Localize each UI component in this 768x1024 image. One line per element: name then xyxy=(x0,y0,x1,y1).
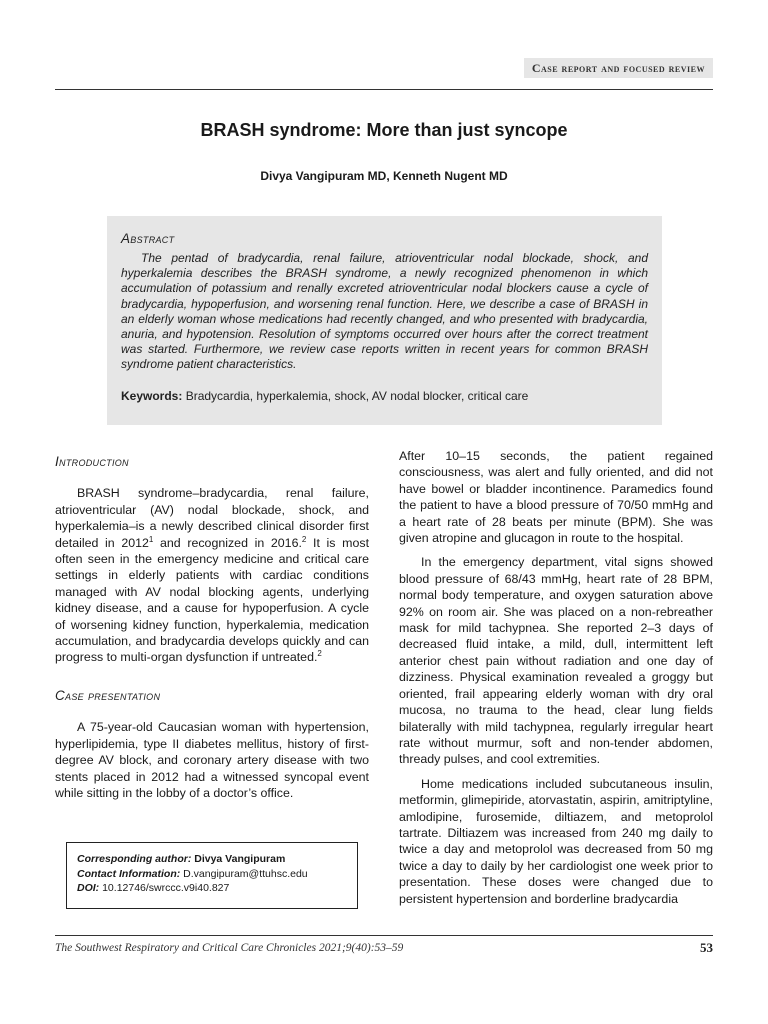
keywords xyxy=(121,389,648,403)
case-heading: Case presentation xyxy=(55,687,161,703)
abstract-heading: Abstract xyxy=(121,231,175,246)
abstract-box xyxy=(107,216,662,425)
page-number: 53 xyxy=(700,940,713,955)
footer-rule xyxy=(55,935,713,936)
section-label: Case report and focused review xyxy=(524,58,713,78)
intro-text-2: and recognized in 2016. xyxy=(153,535,302,550)
keywords-label: Keywords: xyxy=(121,388,183,403)
header-rule xyxy=(55,89,713,90)
keywords-list: Bradycardia, hyperkalemia, shock, AV nodal blocker, critical care xyxy=(185,388,529,403)
footer-journal: The Southwest Respiratory and Critical Care Chronicles 2021;9(40):53–59 xyxy=(55,942,404,954)
corr-doi-label: DOI: xyxy=(77,882,100,894)
corr-email: D.vangipuram@ttuhsc.edu xyxy=(183,867,308,880)
corr-author: Divya Vangipuram xyxy=(194,853,286,865)
citation-2: 2 xyxy=(301,534,307,544)
right-column xyxy=(399,448,713,907)
right-paragraph-2: In the emergency department, vital signs showed blood pressure of 68/43 mmHg, heart rate of 28 BPM, normal body temperature, and oxygen saturation above 92% on room air. She was placed on a non-rebreather mask for mild tachypnea. She reported 2–3 days of decreased fluid intake, a mild, dull, intermittent left anterior chest pain without radiation and one day of dizziness. Physical examination revealed a groggy but oriented, frail appearing elderly woman with dry oral mucosa, no trauma to the head, clear lung fields bilaterally with mild tachypnea, regularly irregular heart rate without murmur, soft and non-tender abdomen, thready pulses, and cool extremities. xyxy=(399,555,713,767)
left-column xyxy=(55,448,369,801)
intro-text-1: BRASH syndrome–bradycardia, renal failure, atrioventricular (AV) nodal blockade, shock, and hyperkalemia–is a newly described clinical disorder first detailed in 2012 xyxy=(55,486,369,550)
right-paragraph-1: After 10–15 seconds, the patient regained consciousness, was alert and fully oriented, and did not have bowel or bladder incontinence. Paramedics found the patient to have a blood pressure of 70/50 mmHg and a heart rate of 28 beats per minute (BPM). She was given atropine and glucagon in route to the hospital. xyxy=(399,449,713,546)
citation-3: 2 xyxy=(317,649,322,659)
corr-contact-label: Contact Information: xyxy=(77,867,181,880)
corr-doi: 10.12746/swrccc.v9i40.827 xyxy=(102,882,230,894)
correspondence-box xyxy=(66,842,358,909)
intro-text-3: It is most often seen in the emergency medicine and critical care settings in elderly patients with cardiac conditions managed with AV nodal blocking agents, underlying kidney disease, and a cause for hypoperfusion. A cycle of worsening kidney function, hyperkalemia, medication accumulation, and bradycardia develops quickly and can progress to multi-organ dysfunction if untreated. xyxy=(55,535,370,665)
article-title: BRASH syndrome: More than just syncope xyxy=(200,120,568,140)
article-authors: Divya Vangipuram MD, Kenneth Nugent MD xyxy=(260,169,508,183)
citation-1: 1 xyxy=(148,534,154,544)
right-paragraph-3: Home medications included subcutaneous insulin, metformin, glimepiride, atorvastatin, aspirin, amitriptyline, amlodipine, furosemide, diltiazem, and metoprolol tartrate. Diltiazem was increased from 240 mg daily to twice a day and metoprolol was decreased from 50 mg twice a day to daily by her cardiologist one week prior to presentation. These doses were changed due to persistent hypertension and borderline bradycardia xyxy=(399,776,713,906)
introduction-heading: Introduction xyxy=(55,454,129,469)
corr-author-label: Corresponding author: xyxy=(77,853,192,865)
abstract-text: The pentad of bradycardia, renal failure, atrioventricular nodal blockade, shock, and hyperkalemia describes the BRASH syndrome, a newly recognized phenomenon in which accumulation of potassium and renally excreted atrioventricular nodal blockers cause a cycle of bradycardia, hypoperfusion, and worsening renal function. Here, we describe a case of BRASH in an elderly woman whose medications had recently changed, and who presented with bradycardia, anuria, and hypotension. Resolution of symptoms occurred over hours after the correct treatment was started. Furthermore, we review case reports written in recent years for common BRASH syndrome patient characteristics. xyxy=(121,251,648,372)
case-paragraph: A 75-year-old Caucasian woman with hypertension, hyperlipidemia, type II diabetes mellitus, history of first-degree AV block, and coronary artery disease with two stents placed in 2012 had a witnessed syncopal event while sitting in the lobby of a doctor’s office. xyxy=(55,720,369,800)
introduction-paragraph xyxy=(55,485,369,665)
